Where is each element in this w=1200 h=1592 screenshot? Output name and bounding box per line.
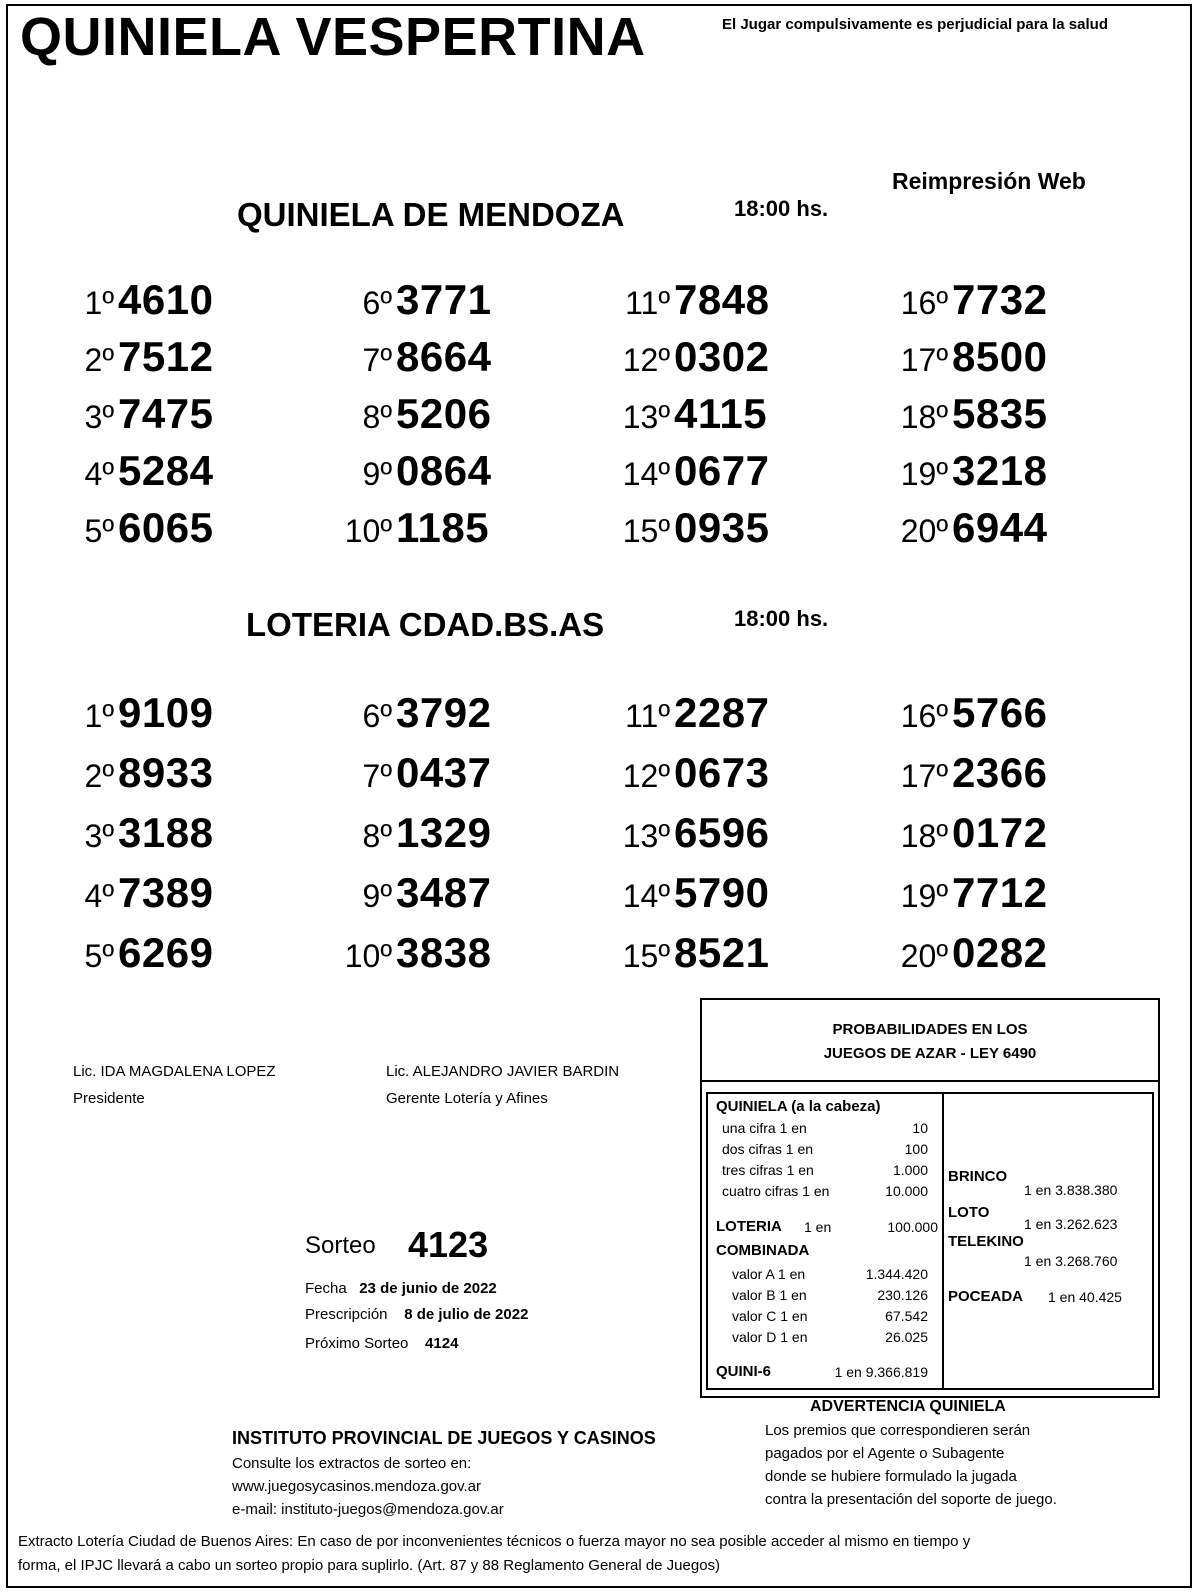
draw-next: 4124 bbox=[425, 1335, 459, 1352]
result-number: 6065 bbox=[118, 504, 214, 551]
combinada-prob-title: COMBINADA bbox=[716, 1242, 810, 1259]
result-number: 2287 bbox=[674, 689, 770, 736]
result-number: 2366 bbox=[952, 749, 1048, 796]
result-number: 4610 bbox=[118, 276, 214, 323]
health-warning: El Jugar compulsivamente es perjudicial para la salud bbox=[722, 16, 1108, 33]
draw-number: 4123 bbox=[408, 1224, 489, 1265]
result-cell bbox=[834, 803, 1114, 861]
result-number: 7732 bbox=[952, 276, 1048, 323]
advertencia-title: ADVERTENCIA QUINIELA bbox=[810, 1398, 1006, 1415]
result-cell bbox=[556, 863, 836, 921]
result-number: 6596 bbox=[674, 809, 770, 856]
result-cell bbox=[556, 743, 836, 801]
result-number: 3218 bbox=[952, 447, 1048, 494]
result-cell bbox=[556, 683, 836, 741]
result-position: 4º bbox=[84, 878, 114, 914]
combinada-prob-row-label: valor B 1 en bbox=[732, 1287, 807, 1303]
result-number: 3792 bbox=[396, 689, 492, 736]
result-cell bbox=[834, 743, 1114, 801]
result-position: 19º bbox=[900, 456, 948, 492]
result-position: 19º bbox=[900, 878, 948, 914]
result-position: 6º bbox=[362, 285, 392, 321]
result-cell bbox=[0, 683, 280, 741]
result-number: 7475 bbox=[118, 390, 214, 437]
combinada-prob-row-value: 26.025 bbox=[885, 1329, 928, 1345]
result-cell bbox=[278, 923, 558, 981]
loteria-prob-en: 1 en bbox=[804, 1219, 832, 1235]
result-number: 0864 bbox=[396, 447, 492, 494]
result-position: 15º bbox=[622, 938, 670, 974]
result-position: 1º bbox=[84, 698, 114, 734]
combinada-prob-row-label: valor D 1 en bbox=[732, 1329, 808, 1345]
probabilities-title-1: PROBABILIDADES EN LOS bbox=[832, 1021, 1028, 1038]
manager-name: Lic. ALEJANDRO JAVIER BARDIN bbox=[386, 1063, 620, 1080]
result-number: 0673 bbox=[674, 749, 770, 796]
president-name: Lic. IDA MAGDALENA LOPEZ bbox=[73, 1063, 276, 1080]
result-cell bbox=[834, 441, 1114, 499]
result-cell bbox=[0, 441, 280, 499]
result-cell bbox=[278, 441, 558, 499]
result-number: 1185 bbox=[396, 504, 490, 551]
quini6-prob-value: 1 en 9.366.819 bbox=[834, 1364, 928, 1380]
institute-website: www.juegosycasinos.mendoza.gov.ar bbox=[232, 1478, 482, 1495]
result-cell bbox=[0, 498, 280, 556]
result-number: 8521 bbox=[674, 929, 770, 976]
result-cell bbox=[556, 270, 836, 328]
draw-date: 23 de junio de 2022 bbox=[359, 1280, 497, 1297]
result-number: 8500 bbox=[952, 333, 1048, 380]
result-position: 20º bbox=[900, 513, 948, 549]
combinada-prob-row-value: 230.126 bbox=[877, 1287, 928, 1303]
loto-prob-label: LOTO bbox=[948, 1204, 990, 1221]
bsas-time: 18:00 hs. bbox=[734, 606, 829, 631]
result-cell bbox=[834, 863, 1114, 921]
result-position: 13º bbox=[622, 399, 670, 435]
quiniela-prob-row-value: 100 bbox=[904, 1141, 928, 1157]
result-number: 0437 bbox=[396, 749, 492, 796]
loteria-prob-label: LOTERIA bbox=[716, 1218, 782, 1235]
quiniela-prob-title: QUINIELA (a la cabeza) bbox=[716, 1098, 881, 1115]
probabilities-divider bbox=[942, 1094, 944, 1388]
result-position: 6º bbox=[362, 698, 392, 734]
result-position: 9º bbox=[362, 456, 392, 492]
advertencia-line: contra la presentación del soporte de juego. bbox=[765, 1491, 1057, 1508]
draw-prescription: 8 de julio de 2022 bbox=[404, 1306, 529, 1323]
result-number: 8664 bbox=[396, 333, 492, 380]
result-number: 0282 bbox=[952, 929, 1048, 976]
result-cell bbox=[0, 384, 280, 442]
result-position: 12º bbox=[622, 758, 670, 794]
result-number: 7712 bbox=[952, 869, 1048, 916]
result-number: 7389 bbox=[118, 869, 214, 916]
quiniela-prob-row-value: 10 bbox=[912, 1120, 928, 1136]
result-position: 8º bbox=[362, 399, 392, 435]
result-position: 3º bbox=[84, 818, 114, 854]
mendoza-time: 18:00 hs. bbox=[734, 196, 829, 221]
advertencia-line: Los premios que correspondieren serán bbox=[765, 1422, 1031, 1439]
advertencia-line: pagados por el Agente o Subagente bbox=[765, 1445, 1005, 1462]
result-cell bbox=[834, 683, 1114, 741]
mendoza-title: QUINIELA DE MENDOZA bbox=[237, 196, 625, 233]
telekino-prob-value: 1 en 3.268.760 bbox=[1024, 1253, 1118, 1269]
result-number: 3838 bbox=[396, 929, 492, 976]
result-position: 7º bbox=[362, 342, 392, 378]
result-cell bbox=[278, 498, 558, 556]
result-cell bbox=[834, 498, 1114, 556]
result-cell bbox=[556, 327, 836, 385]
result-cell bbox=[0, 863, 280, 921]
result-number: 0302 bbox=[674, 333, 770, 380]
result-position: 11º bbox=[625, 285, 670, 321]
result-position: 5º bbox=[84, 938, 114, 974]
result-number: 7848 bbox=[674, 276, 770, 323]
probabilities-title-2: JUEGOS DE AZAR - LEY 6490 bbox=[823, 1045, 1037, 1062]
result-cell bbox=[834, 923, 1114, 981]
telekino-prob-label: TELEKINO bbox=[948, 1233, 1024, 1250]
footer-line-1: Extracto Lotería Ciudad de Buenos Aires: En caso de por inconvenientes técnicos o fuerza mayor no sea posible acceder al mismo en tiempo y bbox=[18, 1533, 971, 1550]
result-cell bbox=[834, 270, 1114, 328]
result-cell bbox=[0, 743, 280, 801]
result-position: 13º bbox=[622, 818, 670, 854]
result-cell bbox=[278, 270, 558, 328]
quiniela-prob-row-label: una cifra 1 en bbox=[722, 1120, 807, 1136]
result-cell bbox=[278, 384, 558, 442]
result-number: 0172 bbox=[952, 809, 1048, 856]
quiniela-prob-row-label: dos cifras 1 en bbox=[722, 1141, 814, 1157]
result-cell bbox=[0, 923, 280, 981]
result-cell bbox=[278, 683, 558, 741]
result-cell bbox=[278, 743, 558, 801]
result-position: 15º bbox=[622, 513, 670, 549]
result-number: 3188 bbox=[118, 809, 214, 856]
result-number: 5835 bbox=[952, 390, 1048, 437]
result-number: 8933 bbox=[118, 749, 214, 796]
result-cell bbox=[556, 803, 836, 861]
result-position: 10º bbox=[344, 513, 392, 549]
result-number: 6269 bbox=[118, 929, 214, 976]
result-number: 5766 bbox=[952, 689, 1048, 736]
result-cell bbox=[834, 327, 1114, 385]
draw-date-label: Fecha bbox=[305, 1280, 347, 1297]
quiniela-prob-row-value: 1.000 bbox=[892, 1162, 928, 1178]
result-position: 18º bbox=[900, 399, 948, 435]
result-cell bbox=[834, 384, 1114, 442]
quiniela-prob-row-label: cuatro cifras 1 en bbox=[722, 1183, 830, 1199]
result-cell bbox=[556, 384, 836, 442]
draw-next-label: Próximo Sorteo bbox=[305, 1335, 409, 1352]
result-cell bbox=[0, 803, 280, 861]
result-cell bbox=[556, 441, 836, 499]
result-number: 0677 bbox=[674, 447, 770, 494]
result-number: 5790 bbox=[674, 869, 770, 916]
result-position: 12º bbox=[622, 342, 670, 378]
result-position: 18º bbox=[900, 818, 948, 854]
result-position: 14º bbox=[622, 878, 670, 914]
result-cell bbox=[556, 923, 836, 981]
institute-email: e-mail: instituto-juegos@mendoza.gov.ar bbox=[232, 1501, 504, 1518]
result-position: 17º bbox=[900, 342, 948, 378]
draw-prescription-row bbox=[305, 1306, 528, 1323]
result-position: 16º bbox=[900, 285, 948, 321]
result-cell bbox=[278, 327, 558, 385]
result-position: 1º bbox=[84, 285, 114, 321]
result-position: 2º bbox=[84, 342, 114, 378]
result-cell bbox=[278, 863, 558, 921]
result-number: 3487 bbox=[396, 869, 492, 916]
reprint-label: Reimpresión Web bbox=[892, 168, 1086, 194]
quini6-prob-label: QUINI-6 bbox=[716, 1363, 772, 1380]
combinada-prob-row-value: 67.542 bbox=[885, 1308, 928, 1324]
result-number: 7512 bbox=[118, 333, 214, 380]
poceada-prob-label: POCEADA bbox=[948, 1288, 1024, 1305]
result-number: 0935 bbox=[674, 504, 770, 551]
result-number: 9109 bbox=[118, 689, 214, 736]
footer-line-2: forma, el IPJC llevará a cabo un sorteo propio para suplirlo. (Art. 87 y 88 Reglamento General de Juegos) bbox=[18, 1557, 721, 1574]
result-position: 10º bbox=[344, 938, 392, 974]
page-title: QUINIELA VESPERTINA bbox=[20, 7, 646, 67]
result-cell bbox=[278, 803, 558, 861]
combinada-prob-row-value: 1.344.420 bbox=[865, 1266, 928, 1282]
result-position: 8º bbox=[362, 818, 392, 854]
result-cell bbox=[0, 327, 280, 385]
combinada-prob-row-label: valor C 1 en bbox=[732, 1308, 808, 1324]
result-number: 1329 bbox=[396, 809, 492, 856]
result-number: 5206 bbox=[396, 390, 492, 437]
poceada-prob-value: 1 en 40.425 bbox=[1048, 1289, 1122, 1305]
advertencia-line: donde se hubiere formulado la jugada bbox=[765, 1468, 1017, 1485]
result-position: 16º bbox=[900, 698, 948, 734]
result-number: 5284 bbox=[118, 447, 214, 494]
result-position: 9º bbox=[362, 878, 392, 914]
loteria-prob-value: 100.000 bbox=[887, 1219, 938, 1235]
result-position: 2º bbox=[84, 758, 114, 794]
draw-label: Sorteo bbox=[305, 1232, 376, 1259]
result-cell bbox=[0, 270, 280, 328]
result-position: 7º bbox=[362, 758, 392, 794]
quiniela-prob-row-label: tres cifras 1 en bbox=[722, 1162, 814, 1178]
result-number: 3771 bbox=[396, 276, 492, 323]
president-role: Presidente bbox=[73, 1090, 145, 1107]
result-position: 3º bbox=[84, 399, 114, 435]
bsas-title: LOTERIA CDAD.BS.AS bbox=[246, 606, 605, 643]
institute-name: INSTITUTO PROVINCIAL DE JUEGOS Y CASINOS bbox=[232, 1428, 656, 1448]
result-cell bbox=[556, 498, 836, 556]
result-position: 5º bbox=[84, 513, 114, 549]
probabilities-header bbox=[702, 1000, 1158, 1082]
probabilities-table bbox=[706, 1092, 1154, 1390]
result-position: 20º bbox=[900, 938, 948, 974]
quiniela-prob-row-value: 10.000 bbox=[885, 1183, 928, 1199]
draw-date-row bbox=[305, 1280, 497, 1297]
result-number: 6944 bbox=[952, 504, 1048, 551]
result-position: 14º bbox=[622, 456, 670, 492]
result-number: 4115 bbox=[674, 390, 768, 437]
result-position: 11º bbox=[625, 698, 670, 734]
combinada-prob-row-label: valor A 1 en bbox=[732, 1266, 806, 1282]
brinco-prob-label: BRINCO bbox=[948, 1168, 1008, 1185]
brinco-prob-value: 1 en 3.838.380 bbox=[1024, 1182, 1118, 1198]
draw-prescription-label: Prescripción bbox=[305, 1306, 388, 1323]
probabilities-box bbox=[700, 998, 1160, 1398]
manager-role: Gerente Lotería y Afines bbox=[386, 1090, 548, 1107]
result-position: 4º bbox=[84, 456, 114, 492]
result-position: 17º bbox=[900, 758, 948, 794]
loto-prob-value: 1 en 3.262.623 bbox=[1024, 1216, 1118, 1232]
draw-next-row bbox=[305, 1335, 458, 1352]
institute-line-1: Consulte los extractos de sorteo en: bbox=[232, 1455, 472, 1472]
